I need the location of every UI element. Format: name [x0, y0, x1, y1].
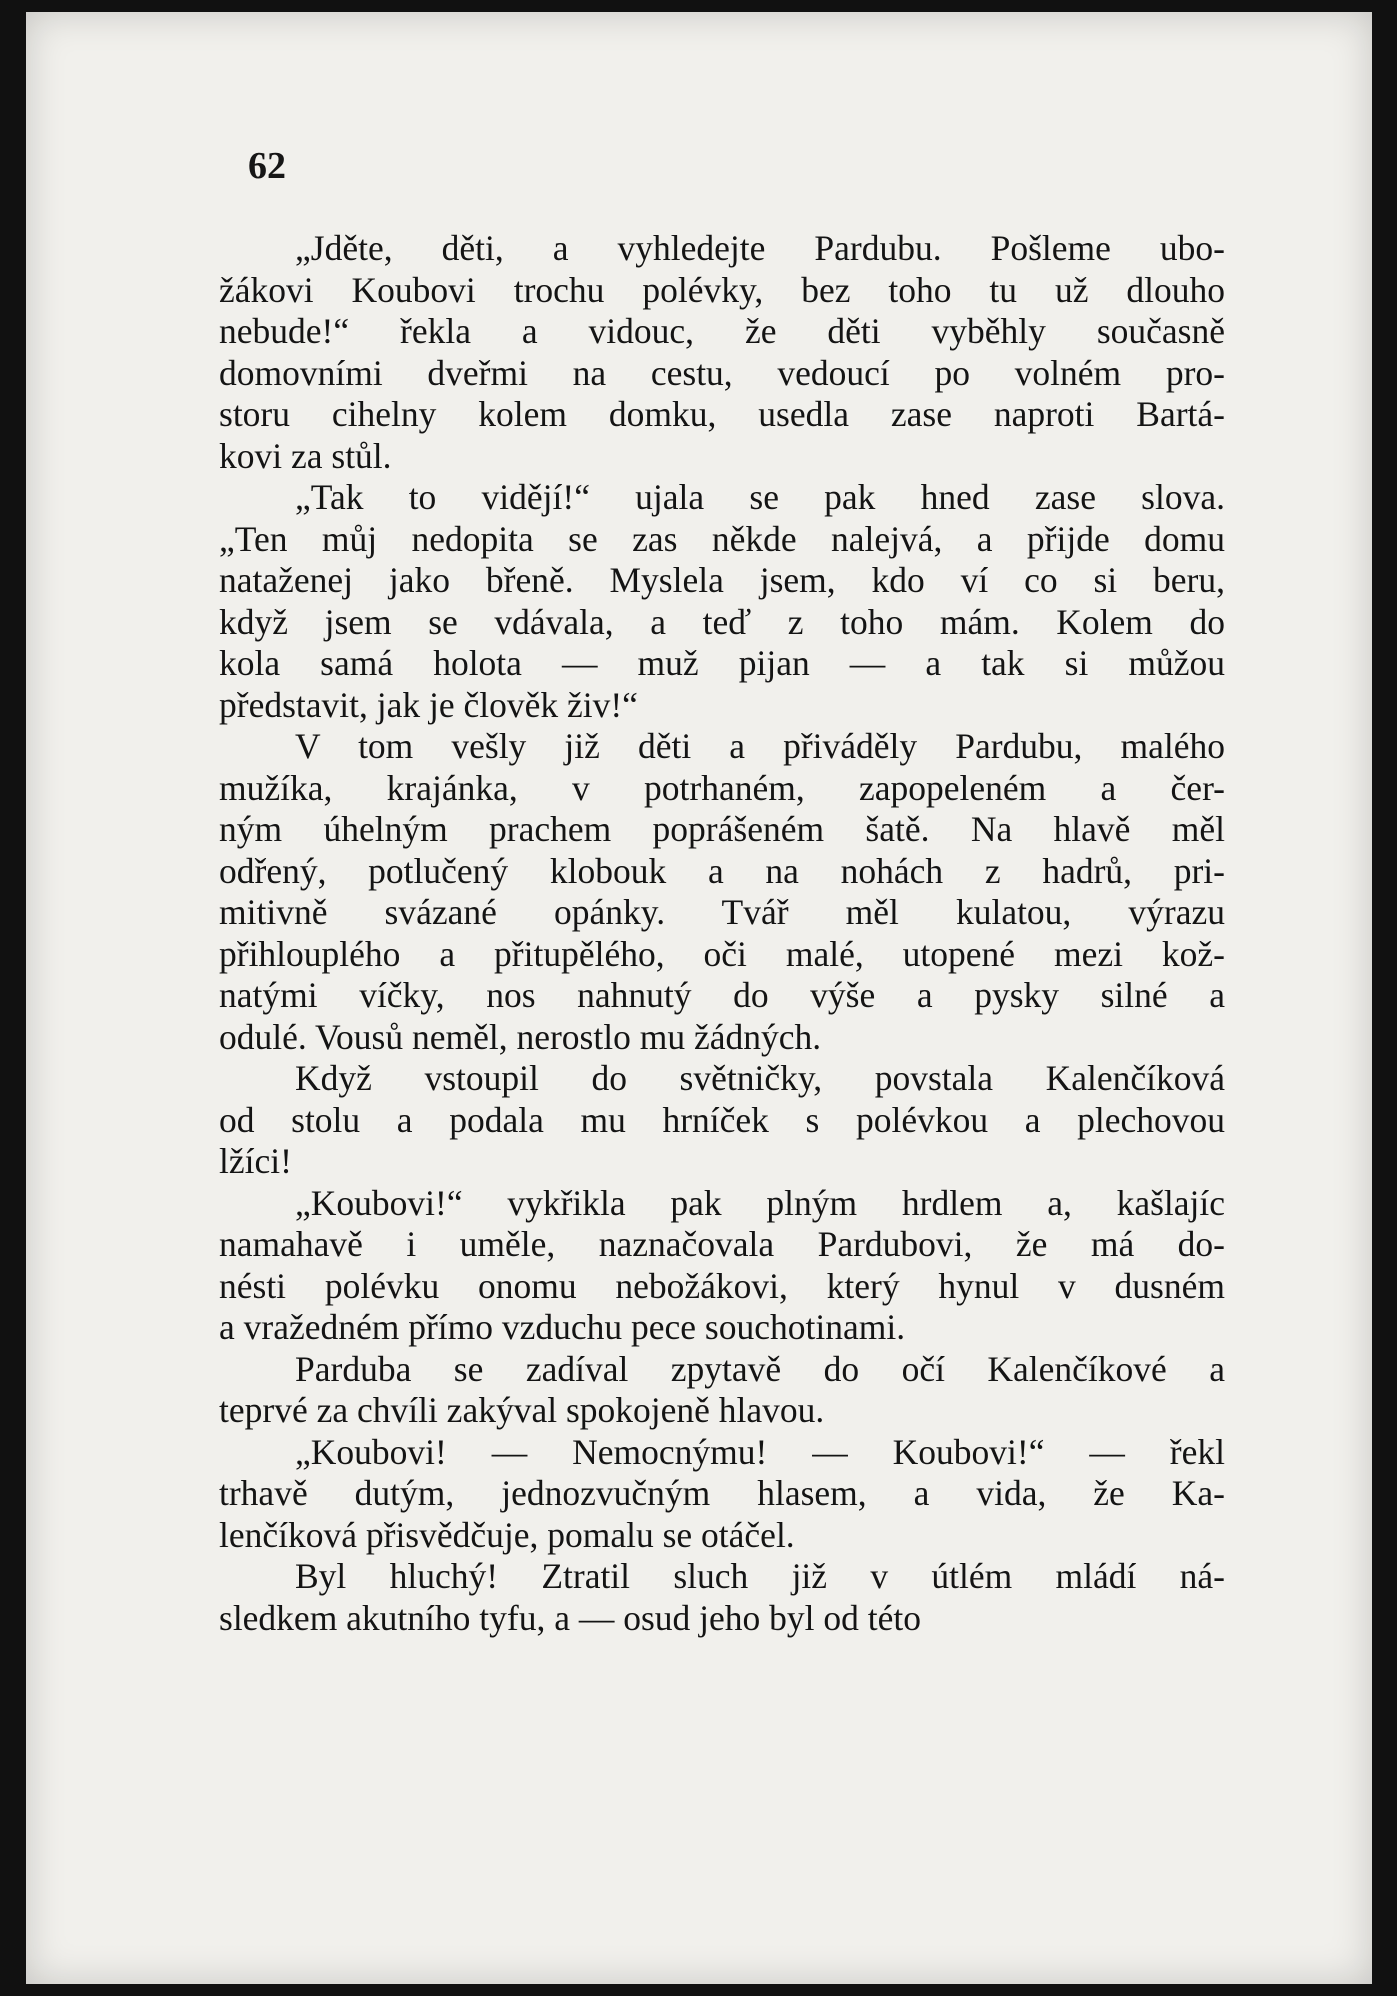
- paragraph: [219, 477, 1225, 726]
- text-line: představit, jak je člověk živ!“: [219, 684, 638, 725]
- paragraph: [219, 1058, 1225, 1183]
- text-line: natými víčky, nos nahnutý do výše a pysky silné a: [219, 975, 1225, 1015]
- paragraph: [219, 228, 1225, 477]
- text-line: trhavě dutým, jednozvučným hlasem, a vida, že Ka-: [219, 1473, 1225, 1513]
- text-line: „Koubovi! — Nemocnýmu! — Koubovi!“ — řekl: [295, 1431, 1225, 1472]
- paragraph: [219, 726, 1225, 1058]
- text-line: „Ten můj nedopita se zas někde nalejvá, a přijde domu: [219, 518, 1225, 559]
- text-line: „Jděte, děti, a vyhledejte Pardubu. Pošleme ubo-: [295, 228, 1225, 268]
- paragraph: [219, 1556, 1225, 1639]
- text-line: a vražedném přímo vzduchu pece souchotinami.: [219, 1307, 906, 1347]
- text-line: „Tak to vidějí!“ ujala se pak hned zase slova.: [295, 477, 1225, 517]
- text-line: od stolu a podala mu hrníček s polévkou a plechovou: [219, 1099, 1225, 1140]
- paragraph: [219, 1349, 1225, 1432]
- text-line: kola samá holota — muž pijan — a tak si můžou: [219, 643, 1225, 683]
- text-line: Když vstoupil do světničky, povstala Kalenčíková: [295, 1058, 1225, 1098]
- text-line: „Koubovi!“ vykřikla pak plným hrdlem a, kašlajíc: [295, 1182, 1225, 1223]
- text-line: mužíka, krajánka, v potrhaném, zapopeleném a čer-: [219, 767, 1225, 808]
- body-text: [219, 228, 1225, 1639]
- text-line: storu cihelny kolem domku, usedla zase naproti Bartá-: [219, 394, 1225, 434]
- text-line: lenčíková přisvědčuje, pomalu se otáčel.: [219, 1514, 795, 1555]
- text-line: mitivně svázané opánky. Tvář měl kulatou, výrazu: [219, 892, 1225, 932]
- text-line: odulé. Vousů neměl, nerostlo mu žádných.: [219, 1016, 822, 1057]
- text-line: kovi za stůl.: [219, 435, 392, 476]
- text-line: žákovi Koubovi trochu polévky, bez toho tu už dlouho: [219, 269, 1225, 310]
- text-line: ným úhelným prachem poprášeném šatě. Na hlavě měl: [219, 809, 1225, 849]
- text-line: lžíci!: [219, 1141, 292, 1181]
- text-line: nataženej jako břeně. Myslela jsem, kdo ví co si beru,: [219, 560, 1225, 600]
- text-line: teprvé za chvíli zakýval spokojeně hlavou.: [219, 1390, 825, 1430]
- text-line: Parduba se zadíval zpytavě do očí Kalenčíkové a: [295, 1348, 1225, 1389]
- text-line: když jsem se vdávala, a teď z toho mám. Kolem do: [219, 601, 1225, 642]
- text-line: nésti polévku onomu nebožákovi, který hynul v dusném: [219, 1265, 1225, 1306]
- text-line: sledkem akutního tyfu, a — osud jeho byl od této: [219, 1597, 922, 1638]
- text-line: V tom vešly již děti a přiváděly Pardubu, malého: [295, 726, 1225, 766]
- page-number: 62: [248, 145, 286, 187]
- text-line: namahavě i uměle, naznačovala Pardubovi, že má do-: [219, 1224, 1225, 1264]
- text-line: nebude!“ řekla a vidouc, že děti vyběhly současně: [219, 311, 1225, 351]
- text-line: odřený, potlučený klobouk a na nohách z hadrů, pri-: [219, 850, 1225, 891]
- text-line: přihlouplého a přitupělého, oči malé, utopené mezi kož-: [219, 933, 1225, 974]
- paragraph: [219, 1432, 1225, 1557]
- paragraph: [219, 1183, 1225, 1349]
- text-line: domovními dveřmi na cestu, vedoucí po volném pro-: [219, 352, 1225, 393]
- text-line: Byl hluchý! Ztratil sluch již v útlém mládí ná-: [295, 1556, 1225, 1596]
